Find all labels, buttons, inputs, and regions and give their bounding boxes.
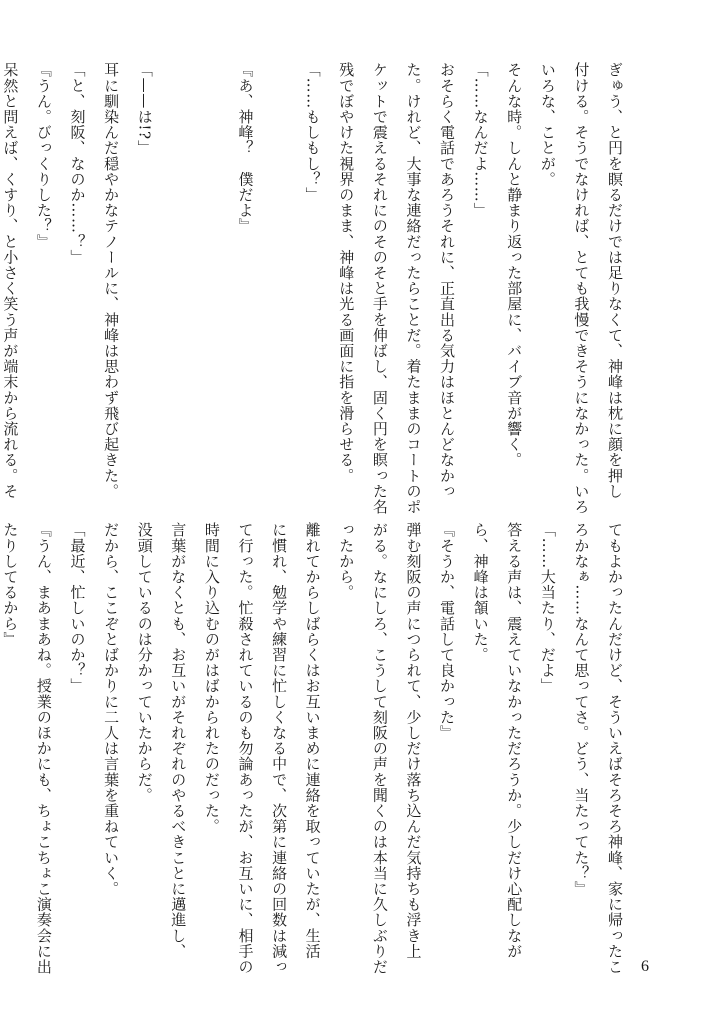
text-line: 「最近、忙しいのか？」 (68, 522, 87, 694)
text-line: 「……大当たり、だよ」 (538, 522, 557, 694)
text-line: ら、神峰は頷いた。 (471, 522, 490, 663)
text-line: ぎゅう、と円を瞑るだけでは足りなくて、神峰は枕に顔を押し (606, 62, 624, 499)
text-line: 「……もしもし？」 (303, 62, 322, 203)
bottom-text-block (1, 522, 631, 975)
text-line: 言葉がなくとも、お互いがそれぞれのやるべきことに邁進し、 (169, 522, 188, 959)
page-number: 6 (641, 958, 649, 975)
text-line: てもよかったんだけど、そういえばそろそろ神峰、家に帰ったこ (606, 522, 624, 975)
text-line: た。けれど、大事な連絡だったらことだ。着たままのコートのポ (404, 62, 423, 515)
text-line: 離れてからしばらくはお互いまめに連絡を取っていたが、生活 (303, 522, 322, 959)
top-text-block (1, 62, 631, 515)
text-line: 『そうか、電話して良かった』 (438, 522, 457, 741)
text-line: 残でぼやけた視界のまま、神峰は光る画面に指を滑らせる。 (337, 62, 356, 484)
text-line (261, 62, 295, 500)
text-line: 時間に入り込むのがはばかられたのだった。 (202, 522, 221, 834)
text-line: 『あ、神峰？ 僕だよ』 (236, 62, 255, 234)
text-line: そんな時。しんと静まり返った部屋に、バイブ音が響く。 (505, 62, 524, 468)
text-line: いろな、ことが。 (538, 62, 557, 187)
text-line: ケットで震えるそれにのそのそと手を伸ばし、固く円を瞑った名 (370, 62, 389, 515)
text-line: に慣れ、勉学や練習に忙しくなる中で、次第に連絡の回数は減っ (270, 522, 289, 975)
text-line (194, 62, 228, 500)
text-line: 『うん。びっくりした？』 (34, 62, 53, 250)
text-line (161, 62, 195, 500)
text-line: おそらく電話であろうそれに、正直出る気力はほとんどなかっ (438, 62, 457, 499)
text-line: がる。なにしろ、こうして刻阪の声を聞くのは本当に久しぶりだ (370, 522, 389, 975)
text-line: 「……なんだよ……」 (471, 62, 490, 218)
text-line: 「——は!?」 (135, 62, 154, 156)
text-line: て行った。忙殺されているのも勿論あったが、お互いに、相手の (236, 522, 255, 975)
text-line: ろかなぁ……なんて思ってさ。どう、当たってた？』 (572, 522, 591, 897)
text-line: ったから。 (337, 522, 356, 600)
text-line: 『うん、まあまあね。授業のほかにも、ちょこちょこ演奏会に出 (34, 522, 53, 975)
text-line: 耳に馴染んだ穏やかなテノールに、神峰は思わず飛び起きた。 (102, 62, 121, 499)
text-line: 答える声は、震えていなかっただろうか。少しだけ心配しなが (505, 522, 524, 959)
text-line: 付ける。そうでなければ、とても我慢できそうになかった。いろ (572, 62, 591, 515)
text-line: 没頭しているのは分かっていたからだ。 (135, 522, 154, 803)
text-line: 呆然と問えば、くすり、と小さく笑う声が端末から流れる。そ (1, 62, 20, 499)
text-line: たりしてるから』 (1, 522, 20, 647)
text-line: 「と、刻阪、なのか……？」 (68, 62, 87, 265)
text-line: 弾む刻阪の声につられて、少しだけ落ち込んだ気持ちも浮き上 (404, 522, 423, 959)
text-line: だから、ここぞとばかりに二人は言葉を重ねていく。 (102, 522, 121, 897)
